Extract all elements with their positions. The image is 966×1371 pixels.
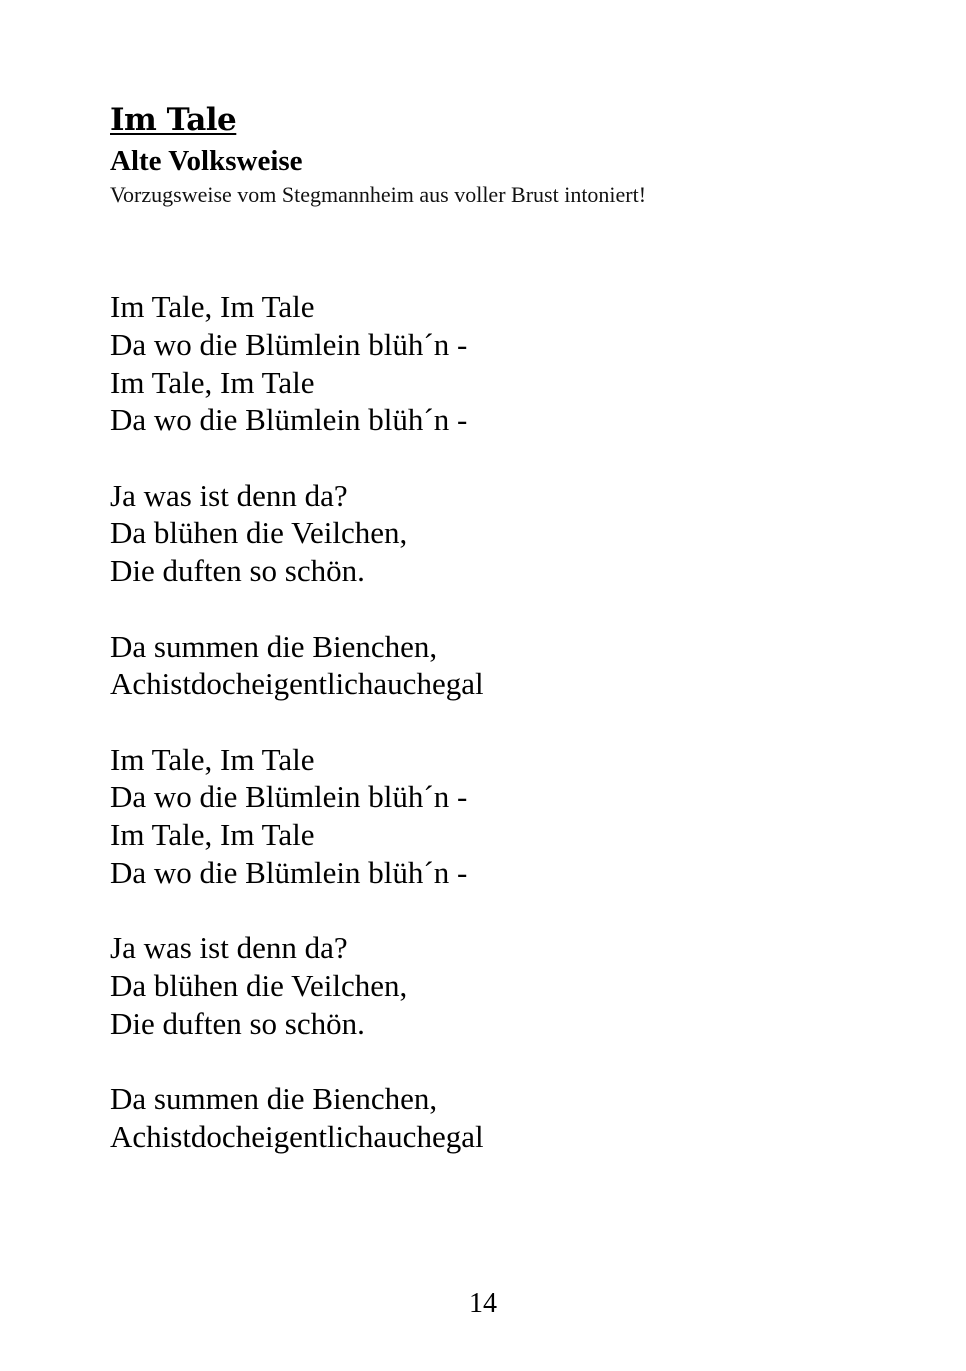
- lyric-line: Da wo die Blümlein blüh´n -: [110, 779, 468, 815]
- lyric-line: Im Tale, Im Tale: [110, 817, 315, 853]
- lyric-line: Ja was ist denn da?: [110, 477, 348, 513]
- page-number: 14: [469, 1288, 497, 1319]
- lyric-line: Ja was ist denn da?: [110, 930, 348, 966]
- lyric-line: Die duften so schön.: [110, 1005, 365, 1041]
- song-title: Im Tale: [110, 102, 237, 138]
- lyric-line: Da wo die Blümlein blüh´n -: [110, 855, 468, 891]
- lyric-line: Im Tale, Im Tale: [110, 741, 315, 777]
- stanza-3: [110, 628, 890, 704]
- lyrics: [110, 288, 890, 1193]
- song-subtitle: Alte Volksweise: [110, 145, 303, 177]
- lyric-line: Da blühen die Veilchen,: [110, 515, 408, 551]
- lyric-line: Die duften so schön.: [110, 553, 365, 589]
- lyric-line: Da wo die Blümlein blüh´n -: [110, 402, 468, 438]
- stanza-4: [110, 741, 890, 892]
- song-header: [110, 100, 890, 210]
- lyric-line: Achistdocheigentlichauchegal: [110, 666, 484, 702]
- song-note: Vorzugsweise vom Stegmannheim aus voller Brust intoniert!: [110, 182, 647, 207]
- lyric-line: Da summen die Bienchen,: [110, 1081, 438, 1117]
- lyric-line: Da blühen die Veilchen,: [110, 968, 408, 1004]
- lyric-line: Im Tale, Im Tale: [110, 289, 315, 324]
- stanza-6: [110, 1080, 890, 1156]
- lyric-line: Im Tale, Im Tale: [110, 364, 315, 400]
- stanza-5: [110, 929, 890, 1042]
- lyric-line: Achistdocheigentlichauchegal: [110, 1119, 484, 1155]
- stanza-2: [110, 477, 890, 590]
- lyric-line: Da wo die Blümlein blüh´n -: [110, 326, 468, 362]
- stanza-1: [110, 288, 890, 439]
- lyric-line: Da summen die Bienchen,: [110, 628, 438, 664]
